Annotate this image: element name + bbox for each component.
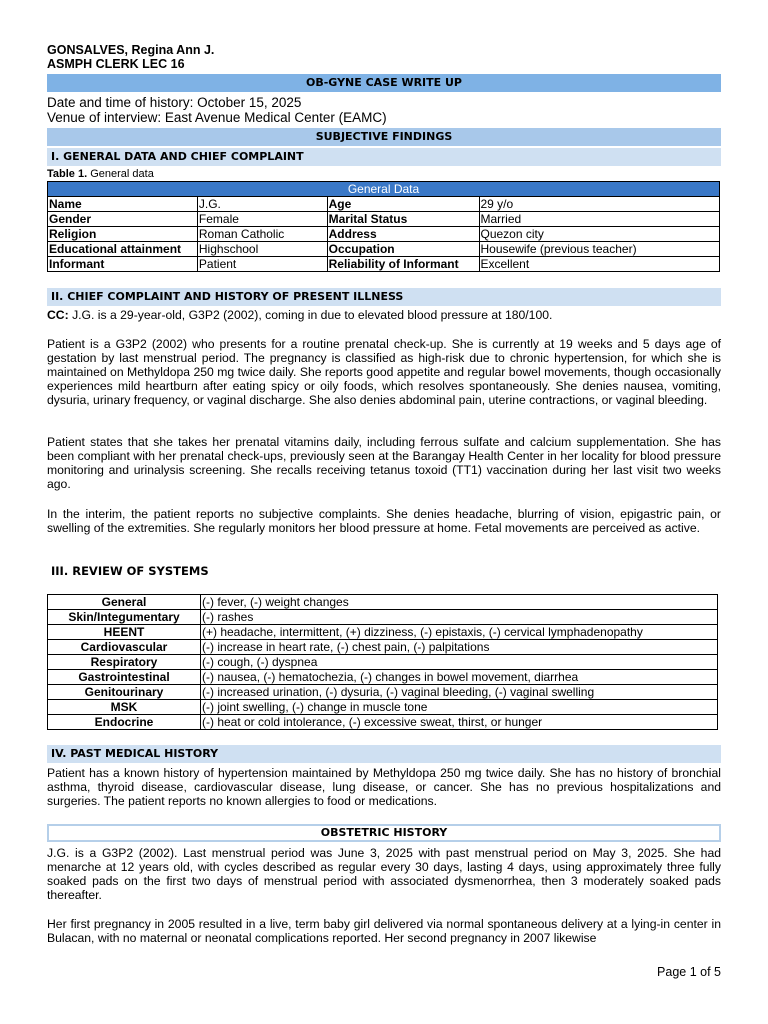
row-value: Married [479, 212, 720, 227]
hpi-paragraph-2: Patient states that she takes her prenatal vitamins daily, including ferrous sulfate and calcium supplementation. She has been compliant with her prenatal check-ups, previously seen at the Barangay Health Center in her locality for blood pressure monitoring and urinalysis screening. She recalls receiving tetanus toxoid (TT1) vaccination during her last visit two weeks ago. [47, 435, 721, 491]
row-value: 29 y/o [479, 197, 720, 212]
date-line: Date and time of history: October 15, 2025 [47, 95, 302, 110]
section-2-heading: II. CHIEF COMPLAINT AND HISTORY OF PRESENT ILLNESS [47, 288, 721, 306]
row-label: Reliability of Informant [327, 257, 479, 272]
table-row [48, 257, 720, 272]
ros-label: HEENT [48, 625, 201, 640]
ros-value: (-) increased urination, (-) dysuria, (-) vaginal bleeding, (-) vaginal swelling [201, 685, 718, 700]
ros-label: Skin/Integumentary [48, 610, 201, 625]
ros-value: (-) cough, (-) dyspnea [201, 655, 718, 670]
row-value: Roman Catholic [197, 227, 327, 242]
table-caption-label: Table 1. [47, 168, 88, 180]
table-row [48, 595, 718, 610]
ros-label: Gastrointestinal [48, 670, 201, 685]
table-row [48, 655, 718, 670]
author-block [47, 43, 214, 71]
table-row [48, 640, 718, 655]
row-label: Age [327, 197, 479, 212]
table-caption-text: General data [90, 168, 154, 180]
obstetric-history-heading: OBSTETRIC HISTORY [47, 824, 721, 842]
review-of-systems-table [47, 594, 718, 730]
row-value: Quezon city [479, 227, 720, 242]
ros-label: Endocrine [48, 715, 201, 730]
obstetric-paragraph-2: Her first pregnancy in 2005 resulted in a live, term baby girl delivered via normal spontaneous delivery at a lying-in center in Bulacan, with no maternal or neonatal complications reported. Her second pregnancy in 2007 likewise [47, 917, 721, 945]
page-number: Page 1 of 5 [657, 965, 721, 979]
cc-text: J.G. is a 29-year-old, G3P2 (2002), coming in due to elevated blood pressure at 180/100. [72, 308, 553, 322]
course-name: ASMPH CLERK LEC 16 [47, 57, 185, 71]
row-label: Name [48, 197, 198, 212]
ros-label: Cardiovascular [48, 640, 201, 655]
table-row [48, 700, 718, 715]
row-label: Informant [48, 257, 198, 272]
ros-value: (-) heat or cold intolerance, (-) excessive sweat, thirst, or hunger [201, 715, 718, 730]
table-row [48, 625, 718, 640]
table-row [48, 197, 720, 212]
ros-label: MSK [48, 700, 201, 715]
ros-value: (-) fever, (-) weight changes [201, 595, 718, 610]
row-value: Excellent [479, 257, 720, 272]
ros-value: (-) joint swelling, (-) change in muscle tone [201, 700, 718, 715]
document-title: OB-GYNE CASE WRITE UP [47, 74, 721, 92]
chief-complaint [47, 308, 721, 322]
row-value: Patient [197, 257, 327, 272]
table-row [48, 670, 718, 685]
row-value: J.G. [197, 197, 327, 212]
section-4-heading: IV. PAST MEDICAL HISTORY [47, 745, 721, 763]
ros-value: (+) headache, intermittent, (+) dizziness, (-) epistaxis, (-) cervical lymphadenopathy [201, 625, 718, 640]
table-row [48, 610, 718, 625]
ros-label: Respiratory [48, 655, 201, 670]
table-row [48, 715, 718, 730]
venue-line: Venue of interview: East Avenue Medical Center (EAMC) [47, 110, 387, 125]
ros-value: (-) increase in heart rate, (-) chest pain, (-) palpitations [201, 640, 718, 655]
table-caption [47, 168, 154, 180]
row-value: Housewife (previous teacher) [479, 242, 720, 257]
table-row [48, 212, 720, 227]
ros-label: Genitourinary [48, 685, 201, 700]
cc-label: CC: [47, 308, 69, 322]
general-data-table [47, 181, 720, 272]
ros-value: (-) nausea, (-) hematochezia, (-) changes in bowel movement, diarrhea [201, 670, 718, 685]
pmh-paragraph: Patient has a known history of hypertension maintained by Methyldopa 250 mg twice daily. She has no history of bronchial asthma, thyroid disease, cardiovascular disease, lung disease, or cancer. She has no previous hospitalizations and surgeries. The patient reports no known allergies to food or medications. [47, 766, 721, 808]
row-label: Gender [48, 212, 198, 227]
section-1-heading: I. GENERAL DATA AND CHIEF COMPLAINT [47, 148, 721, 166]
hpi-paragraph-3: In the interim, the patient reports no subjective complaints. She denies headache, blurring of vision, epigastric pain, or swelling of the extremities. She regularly monitors her blood pressure at home. Fetal movements are perceived as active. [47, 507, 721, 535]
ros-label: General [48, 595, 201, 610]
table-row [48, 242, 720, 257]
subjective-findings-heading: SUBJECTIVE FINDINGS [47, 128, 721, 146]
table-row [48, 685, 718, 700]
row-label: Religion [48, 227, 198, 242]
row-label: Address [327, 227, 479, 242]
general-data-table-title: General Data [48, 182, 720, 197]
table-row [48, 227, 720, 242]
row-label: Marital Status [327, 212, 479, 227]
ros-value: (-) rashes [201, 610, 718, 625]
section-3-heading: III. REVIEW OF SYSTEMS [47, 562, 721, 580]
row-value: Female [197, 212, 327, 227]
row-label: Educational attainment [48, 242, 198, 257]
row-label: Occupation [327, 242, 479, 257]
row-value: Highschool [197, 242, 327, 257]
obstetric-paragraph-1: J.G. is a G3P2 (2002). Last menstrual period was June 3, 2025 with past menstrual period on May 3, 2025. She had menarche at 12 years old, with cycles described as regular every 30 days, lasting 4 days, using approximately three fully soaked pads on the first two days of menstrual period with associated dysmenorrhea, then 3 moderately soaked pads thereafter. [47, 846, 721, 902]
hpi-paragraph-1: Patient is a G3P2 (2002) who presents for a routine prenatal check-up. She is currently at 19 weeks and 5 days age of gestation by last menstrual period. The pregnancy is classified as high-risk due to chronic hypertension, for which she is maintained on Methyldopa 250 mg twice daily. She reports good appetite and regular bowel movements, though occasionally experiences mild heartburn after eating spicy or oily foods, which resolves spontaneously. She denies nausea, vomiting, dysuria, urinary frequency, or vaginal discharge. She also denies abdominal pain, uterine contractions, or vaginal bleeding. [47, 337, 721, 407]
author-name: GONSALVES, Regina Ann J. [47, 43, 215, 57]
